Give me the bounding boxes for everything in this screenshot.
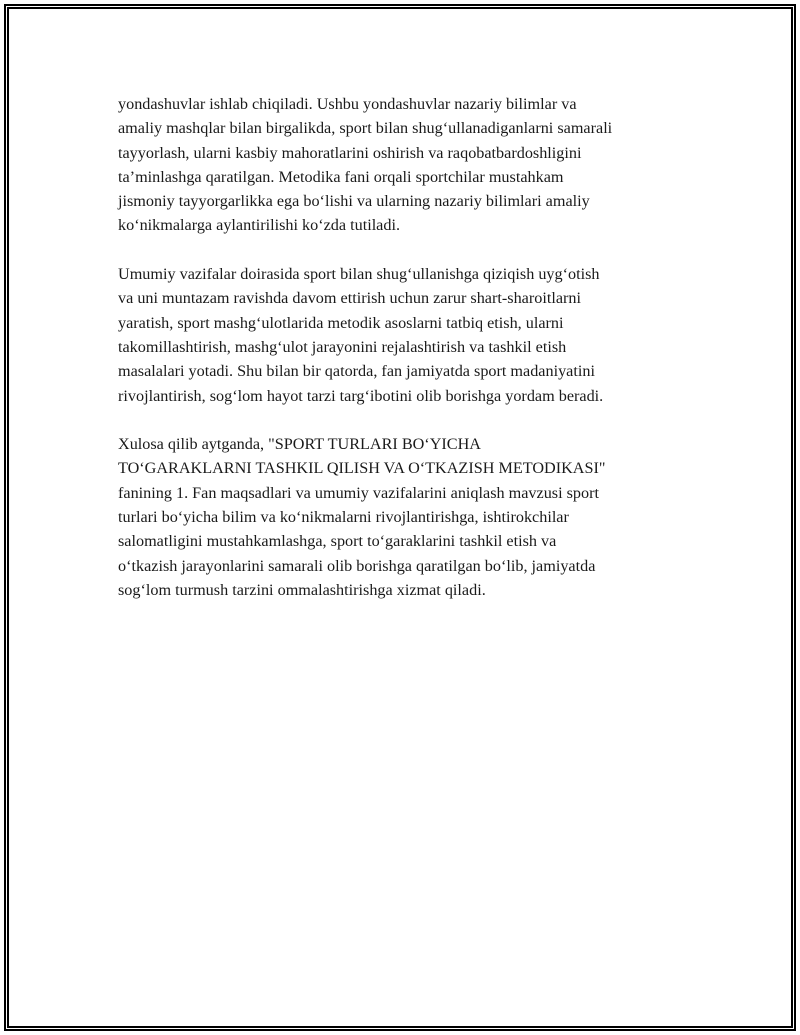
text-line: ko‘nikmalarga aylantirilishi ko‘zda tutiladi. <box>118 216 401 235</box>
text-line: yaratish, sport mashg‘ulotlarida metodik asoslarni tatbiq etish, ularni <box>118 313 564 332</box>
text-line: tayyorlash, ularni kasbiy mahoratlarini oshirish va raqobatbardoshligini <box>118 143 582 162</box>
paragraph-2 <box>118 262 693 408</box>
text-line: amaliy mashqlar bilan birgalikda, sport bilan shug‘ullanadiganlarni samarali <box>118 119 613 138</box>
paragraph-1 <box>118 92 693 238</box>
text-line: jismoniy tayyorgarlikka ega bo‘lishi va ularning nazariy bilimlari amaliy <box>118 192 590 211</box>
text-line: rivojlantirish, sog‘lom hayot tarzi targ‘ibotini olib borishga yordam beradi. <box>118 386 604 405</box>
text-line: takomillashtirish, mashg‘ulot jarayonini rejalashtirish va tashkil etish <box>118 337 567 356</box>
text-line: turlari bo‘yicha bilim va ko‘nikmalarni rivojlantirishga, ishtirokchilar <box>118 508 569 527</box>
paragraph-3 <box>118 432 693 602</box>
text-line: fanining 1. Fan maqsadlari va umumiy vazifalarini aniqlash mavzusi sport <box>118 483 600 502</box>
text-line: sog‘lom turmush tarzini ommalashtirishga xizmat qiladi. <box>118 580 486 599</box>
text-line: TO‘GARAKLARNI TASHKIL QILISH VA O‘TKAZISH METODIKASI" <box>118 459 606 478</box>
text-line: salomatligini mustahkamlashga, sport to‘garaklarini tashkil etish va <box>118 532 557 551</box>
text-line: Xulosa qilib aytganda, "SPORT TURLARI BO‘YICHA <box>118 435 481 454</box>
text-line: yondashuvlar ishlab chiqiladi. Ushbu yondashuvlar nazariy bilimlar va <box>118 95 577 113</box>
document-body <box>118 92 693 627</box>
text-line: masalalari yotadi. Shu bilan bir qatorda, fan jamiyatda sport madaniyatini <box>118 362 595 381</box>
text-line: o‘tkazish jarayonlarini samarali olib borishga qaratilgan bo‘lib, jamiyatda <box>118 556 596 575</box>
text-line: ta’minlashga qaratilgan. Metodika fani orqali sportchilar mustahkam <box>118 167 564 186</box>
text-line: Umumiy vazifalar doirasida sport bilan shug‘ullanishga qiziqish uyg‘otish <box>118 265 600 284</box>
text-line: va uni muntazam ravishda davom ettirish uchun zarur shart-sharoitlarni <box>118 289 581 308</box>
